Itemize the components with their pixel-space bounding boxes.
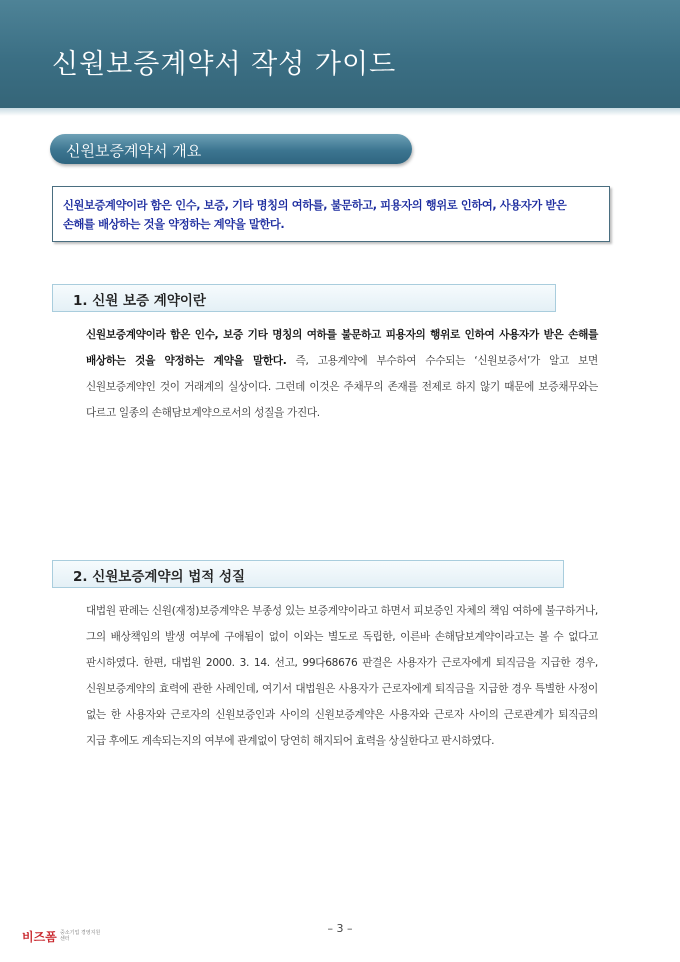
document-title: 신원보증계약서 작성 가이드 [52, 49, 397, 80]
overview-heading [50, 134, 412, 164]
summary-box [52, 186, 610, 242]
summary-text: 신원보증계약이라 함은 인수, 보증, 기타 명칭의 여하를, 불문하고, 피용자의 행위로 인하여, 사용자가 받은 손해를 배상하는 것을 약정하는 계약을 말한다. [63, 199, 567, 231]
section-2-heading-label: 2. 신원보증계약의 법적 성질 [73, 569, 246, 585]
page-number: – 3 – [327, 922, 353, 935]
section-1-body [86, 322, 598, 426]
section-1-text: 즉, 고용계약에 부수하여 수수되는 ‘신원보증서’가 알고 보면 신원보증계약인 것이 거래계의 실상이다. 그런데 이것은 주채무의 존재를 전제로 하지 않기 때문에 보증채무와는 다르고 일종의 손해담보계약으로서의 성질을 가진다. [86, 355, 598, 419]
section-2-heading [52, 560, 564, 588]
bizform-logo [22, 928, 102, 946]
section-2-body: 대법원 판례는 신원(재정)보증계약은 부종성 있는 보증계약이라고 하면서 피보증인 자체의 책임 여하에 불구하거나, 그의 배상책임의 발생 여부에 구애됨이 없이 이와는 별도로 독립한, 이른바 손해담보계약이라고는 볼 수 없다고 판시하였다. 한편, 대법원 2000. 3. 14. 선고, 99다68676 판결은 사용자가 근로자에게 퇴직금을 지급한 경우, 신원보증계약의 효력에 관한 사례인데, 여기서 대법원은 사용자가 근로자에게 퇴직금을 지급한 경우 특별한 사정이 없는 한 사용자와 근로자의 신원보증인과 사이의 신원보증계약은 사용자와 근로자 사이의 근로관계가 퇴직금의 지급 후에도 계속되는지의 여부에 관계없이 당연히 해지되어 효력을 상실한다고 판시하였다. [86, 605, 598, 747]
section-1-heading [52, 284, 556, 312]
section-1-bold-text: 신원보증계약이라 함은 인수, 보증 기타 명칭의 여하를 불문하고 피용자의 행위로 인하여 사용자가 받은 손해를 배상하는 것을 약정하는 계약을 말한다. [86, 329, 598, 367]
logo-subtext: 중소기업 경영지원센터 [60, 930, 101, 942]
overview-heading-label: 신원보증계약서 개요 [66, 142, 202, 160]
section-1-heading-label: 1. 신원 보증 계약이란 [73, 293, 206, 309]
header-band [0, 0, 680, 108]
logo-text: 비즈폼 [22, 930, 57, 944]
